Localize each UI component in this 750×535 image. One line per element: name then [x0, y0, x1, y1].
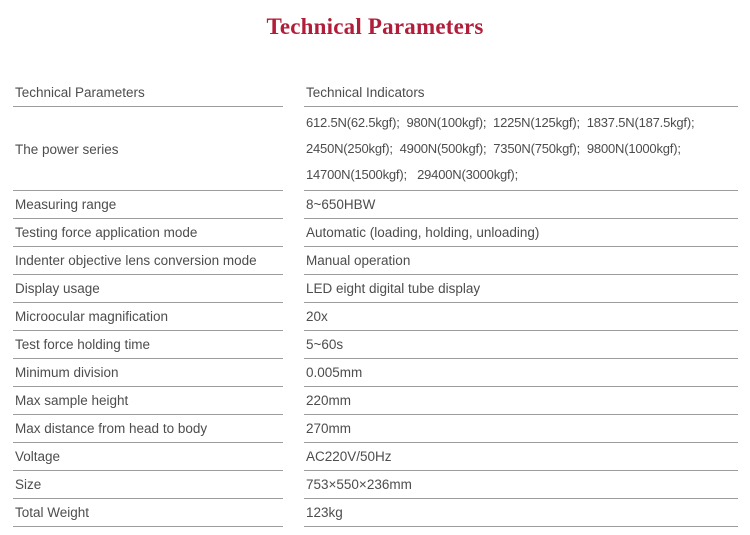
table-row	[13, 219, 738, 247]
param-label: Max sample height	[13, 387, 283, 415]
header-value: Technical Indicators	[304, 79, 738, 107]
param-value: 220mm	[304, 387, 738, 415]
table-header-row	[13, 79, 738, 107]
param-label: Microocular magnification	[13, 303, 283, 331]
param-value: LED eight digital tube display	[304, 275, 738, 303]
param-value: Automatic (loading, holding, unloading)	[304, 219, 738, 247]
page-title: Technical Parameters	[266, 14, 484, 39]
spec-page	[0, 12, 750, 535]
param-value: 753×550×236mm	[304, 471, 738, 499]
param-label: The power series	[13, 107, 283, 191]
param-value: 8~650HBW	[304, 191, 738, 219]
param-label: Max distance from head to body	[13, 415, 283, 443]
param-label: Measuring range	[13, 191, 283, 219]
header-label: Technical Parameters	[13, 79, 283, 107]
param-value: 270mm	[304, 415, 738, 443]
table-row	[13, 415, 738, 443]
param-label: Voltage	[13, 443, 283, 471]
table-row	[13, 499, 738, 527]
param-value: AC220V/50Hz	[304, 443, 738, 471]
table-row	[13, 303, 738, 331]
param-value	[304, 107, 738, 191]
param-label: Testing force application mode	[13, 219, 283, 247]
param-label: Total Weight	[13, 499, 283, 527]
param-label: Indenter objective lens conversion mode	[13, 247, 283, 275]
table-row	[13, 471, 738, 499]
param-value-line: 14700N(1500kgf); 29400N(3000kgf);	[306, 167, 518, 182]
param-label: Size	[13, 471, 283, 499]
param-value: 20x	[304, 303, 738, 331]
param-value-line: 2450N(250kgf); 4900N(500kgf); 7350N(750kgf); 9800N(1000kgf);	[306, 141, 681, 156]
param-label: Display usage	[13, 275, 283, 303]
param-value-line: 612.5N(62.5kgf); 980N(100kgf); 1225N(125kgf); 1837.5N(187.5kgf);	[306, 115, 695, 130]
table-row	[13, 247, 738, 275]
param-label: Test force holding time	[13, 331, 283, 359]
param-value: 5~60s	[304, 331, 738, 359]
param-value: Manual operation	[304, 247, 738, 275]
table-row	[13, 443, 738, 471]
param-label: Minimum division	[13, 359, 283, 387]
table-row	[13, 331, 738, 359]
table-row	[13, 387, 738, 415]
table-row	[13, 107, 738, 191]
table-row	[13, 275, 738, 303]
table-row	[13, 359, 738, 387]
table-row	[13, 191, 738, 219]
spec-table	[13, 79, 738, 527]
param-value: 123kg	[304, 499, 738, 527]
param-value: 0.005mm	[304, 359, 738, 387]
